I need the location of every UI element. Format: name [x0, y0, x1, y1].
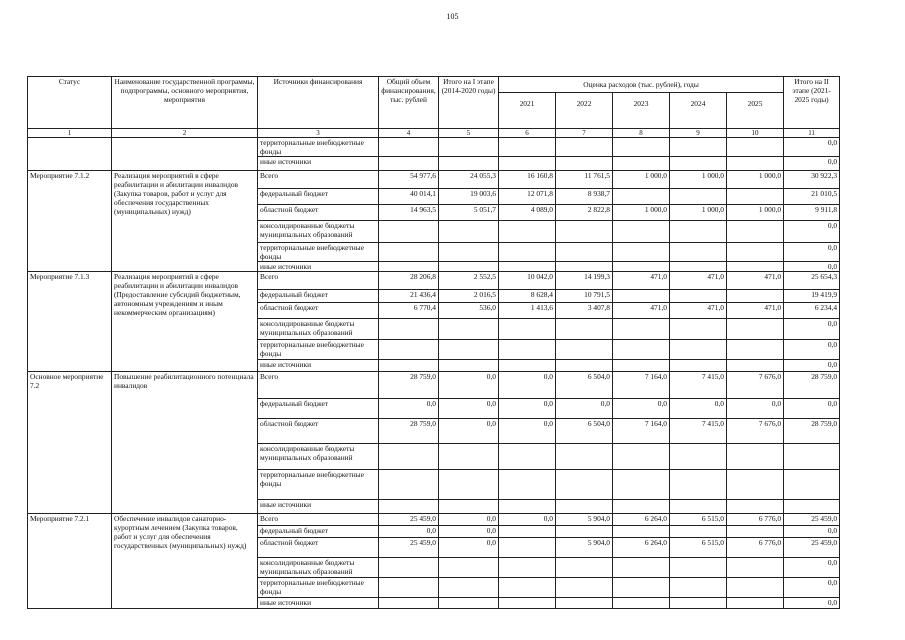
y2022-cell: [556, 500, 613, 514]
y2022-cell: [556, 598, 613, 609]
y2022-cell: 6 504,0: [556, 372, 613, 399]
y2022-cell: [556, 578, 613, 598]
y2024-cell: [670, 526, 727, 538]
y2021-cell: 10 042,0: [499, 272, 556, 290]
stage1-cell: 2 552,5: [439, 272, 499, 290]
status-cell: Мероприятие 7.1.3: [28, 272, 112, 372]
y2025-cell: 6 776,0: [727, 538, 784, 558]
y2021-cell: 1 413,6: [499, 303, 556, 319]
source-cell: федеральный бюджет: [258, 399, 379, 419]
header-total: Общий объем финансирования, тыс. рублей: [379, 77, 439, 129]
y2025-cell: [727, 340, 784, 360]
stage2-cell: 0,0: [784, 340, 840, 360]
y2023-cell: [613, 360, 670, 372]
column-index: 8: [613, 129, 670, 138]
y2025-cell: [727, 500, 784, 514]
y2024-cell: [670, 470, 727, 500]
y2021-cell: [499, 470, 556, 500]
total-cell: 0,0: [379, 526, 439, 538]
total-cell: 25 459,0: [379, 514, 439, 526]
source-cell: областной бюджет: [258, 538, 379, 558]
y2024-cell: [670, 243, 727, 262]
source-cell: территориальные внебюджетные фонды: [258, 578, 379, 598]
y2023-cell: [613, 189, 670, 205]
stage1-cell: [439, 340, 499, 360]
column-index: 3: [258, 129, 379, 138]
stage1-cell: [439, 558, 499, 578]
stage1-cell: [439, 470, 499, 500]
total-cell: [379, 500, 439, 514]
source-cell: Всего: [258, 514, 379, 526]
y2022-cell: [556, 470, 613, 500]
y2024-cell: [670, 262, 727, 272]
table-row: [28, 272, 840, 290]
y2025-cell: [727, 526, 784, 538]
stage1-cell: [439, 444, 499, 470]
y2023-cell: [613, 598, 670, 609]
header-year-2023: 2023: [613, 93, 670, 129]
y2023-cell: 1 000,0: [613, 171, 670, 189]
y2025-cell: 7 676,0: [727, 372, 784, 399]
source-cell: федеральный бюджет: [258, 526, 379, 538]
column-index: 4: [379, 129, 439, 138]
column-index-row: [28, 129, 840, 138]
y2023-cell: 1 000,0: [613, 205, 670, 221]
stage2-cell: 28 759,0: [784, 419, 840, 444]
total-cell: [379, 578, 439, 598]
stage1-cell: 0,0: [439, 514, 499, 526]
status-cell: [28, 138, 112, 171]
y2024-cell: [670, 340, 727, 360]
stage2-cell: 0,0: [784, 157, 840, 171]
status-cell: Мероприятие 7.2.1: [28, 514, 112, 609]
y2024-cell: [670, 290, 727, 303]
stage1-cell: 0,0: [439, 538, 499, 558]
header-source: Источники финансирования: [258, 77, 379, 129]
y2024-cell: 7 415,0: [670, 372, 727, 399]
source-cell: Всего: [258, 272, 379, 290]
y2022-cell: [556, 243, 613, 262]
y2021-cell: 0,0: [499, 514, 556, 526]
stage2-cell: 0,0: [784, 558, 840, 578]
y2023-cell: [613, 578, 670, 598]
y2025-cell: [727, 290, 784, 303]
source-cell: консолидированные бюджеты муниципальных образований: [258, 558, 379, 578]
stage2-cell: 0,0: [784, 221, 840, 243]
y2021-cell: [499, 538, 556, 558]
y2025-cell: [727, 470, 784, 500]
y2025-cell: [727, 598, 784, 609]
y2021-cell: [499, 221, 556, 243]
total-cell: 28 206,8: [379, 272, 439, 290]
y2022-cell: 11 761,5: [556, 171, 613, 189]
y2022-cell: [556, 340, 613, 360]
y2025-cell: [727, 578, 784, 598]
y2024-cell: [670, 500, 727, 514]
stage1-cell: [439, 500, 499, 514]
stage2-cell: 0,0: [784, 138, 840, 157]
y2025-cell: [727, 221, 784, 243]
header-year-2024: 2024: [670, 93, 727, 129]
total-cell: 40 014,1: [379, 189, 439, 205]
y2025-cell: [727, 360, 784, 372]
status-cell: Основное мероприятие 7.2: [28, 372, 112, 514]
y2021-cell: [499, 526, 556, 538]
y2021-cell: [499, 598, 556, 609]
y2024-cell: [670, 578, 727, 598]
y2023-cell: [613, 319, 670, 340]
y2025-cell: 471,0: [727, 303, 784, 319]
y2022-cell: [556, 221, 613, 243]
y2021-cell: [499, 500, 556, 514]
name-cell: Реализация мероприятий в сфере реабилитации и абилитации инвалидов (Предоставление субсидий бюджетным, автономным учреждениям и иным некоммерческим организациям): [112, 272, 258, 372]
stage2-cell: 0,0: [784, 598, 840, 609]
stage2-cell: 0,0: [784, 526, 840, 538]
header-estimate: Оценка расходов (тыс. рублей), годы: [499, 77, 784, 93]
header-year-2021: 2021: [499, 93, 556, 129]
header-stage2: Итого на II этапе (2021-2025 годы): [784, 77, 840, 129]
y2025-cell: [727, 243, 784, 262]
y2022-cell: 6 504,0: [556, 419, 613, 444]
y2025-cell: 7 676,0: [727, 419, 784, 444]
status-cell: Мероприятие 7.1.2: [28, 171, 112, 272]
y2023-cell: [613, 526, 670, 538]
y2022-cell: 2 822,8: [556, 205, 613, 221]
y2023-cell: 471,0: [613, 272, 670, 290]
name-cell: Реализация мероприятий в сфере реабилитации и абилитации инвалидов (Закупка товаров, работ и услуг для обеспечения государственных (муниципальных) нужд): [112, 171, 258, 272]
y2021-cell: 0,0: [499, 372, 556, 399]
y2022-cell: 10 791,5: [556, 290, 613, 303]
stage2-cell: 0,0: [784, 578, 840, 598]
stage1-cell: 0,0: [439, 399, 499, 419]
total-cell: [379, 319, 439, 340]
y2024-cell: 6 515,0: [670, 514, 727, 526]
stage2-cell: [784, 444, 840, 470]
y2024-cell: 471,0: [670, 303, 727, 319]
header-stage1: Итого на I этапе (2014-2020 годы): [439, 77, 499, 129]
column-index: 10: [727, 129, 784, 138]
column-index: 7: [556, 129, 613, 138]
y2022-cell: [556, 360, 613, 372]
y2025-cell: 471,0: [727, 272, 784, 290]
y2025-cell: 1 000,0: [727, 171, 784, 189]
source-cell: территориальные внебюджетные фонды: [258, 243, 379, 262]
column-index: 11: [784, 129, 840, 138]
source-cell: Всего: [258, 171, 379, 189]
y2021-cell: [499, 558, 556, 578]
y2021-cell: [499, 444, 556, 470]
y2021-cell: [499, 340, 556, 360]
table-row: [28, 514, 840, 526]
y2023-cell: [613, 340, 670, 360]
stage2-cell: 25 654,3: [784, 272, 840, 290]
total-cell: 28 759,0: [379, 372, 439, 399]
source-cell: иные источники: [258, 262, 379, 272]
y2025-cell: 6 776,0: [727, 514, 784, 526]
y2024-cell: 7 415,0: [670, 419, 727, 444]
source-cell: иные источники: [258, 157, 379, 171]
header-status: Статус: [28, 77, 112, 129]
stage1-cell: 19 003,6: [439, 189, 499, 205]
header-name: Наименование государственной программы, подпрограммы, основного мероприятия, мероприятия: [112, 77, 258, 129]
source-cell: областной бюджет: [258, 303, 379, 319]
y2021-cell: 16 160,8: [499, 171, 556, 189]
stage2-cell: 0,0: [784, 399, 840, 419]
y2023-cell: 6 264,0: [613, 538, 670, 558]
budget-table: [27, 76, 840, 609]
stage2-cell: 9 911,8: [784, 205, 840, 221]
y2023-cell: [613, 500, 670, 514]
y2024-cell: 471,0: [670, 272, 727, 290]
stage1-cell: 24 055,3: [439, 171, 499, 189]
stage2-cell: 19 419,9: [784, 290, 840, 303]
y2021-cell: [499, 319, 556, 340]
source-cell: Всего: [258, 372, 379, 399]
y2025-cell: [727, 319, 784, 340]
y2022-cell: 8 938,7: [556, 189, 613, 205]
y2024-cell: [670, 558, 727, 578]
source-cell: территориальные внебюджетные фонды: [258, 470, 379, 500]
stage1-cell: [439, 578, 499, 598]
y2022-cell: [556, 444, 613, 470]
source-cell: федеральный бюджет: [258, 290, 379, 303]
y2024-cell: [670, 360, 727, 372]
y2022-cell: 5 904,0: [556, 538, 613, 558]
y2023-cell: [613, 444, 670, 470]
source-cell: иные источники: [258, 500, 379, 514]
y2025-cell: [727, 262, 784, 272]
stage2-cell: 28 759,0: [784, 372, 840, 399]
total-cell: 21 436,4: [379, 290, 439, 303]
source-cell: консолидированные бюджеты муниципальных образований: [258, 319, 379, 340]
y2022-cell: 5 904,0: [556, 514, 613, 526]
stage2-cell: 0,0: [784, 262, 840, 272]
source-cell: консолидированные бюджеты муниципальных образований: [258, 221, 379, 243]
column-index: 5: [439, 129, 499, 138]
y2021-cell: [499, 360, 556, 372]
source-cell: территориальные внебюджетные фонды: [258, 340, 379, 360]
stage1-cell: 0,0: [439, 419, 499, 444]
column-index: 9: [670, 129, 727, 138]
source-cell: иные источники: [258, 598, 379, 609]
column-index: 2: [112, 129, 258, 138]
y2021-cell: 0,0: [499, 399, 556, 419]
total-cell: [379, 598, 439, 609]
column-index: 1: [28, 129, 112, 138]
table-row: [28, 372, 840, 399]
source-cell: областной бюджет: [258, 205, 379, 221]
total-cell: [379, 243, 439, 262]
source-cell: областной бюджет: [258, 419, 379, 444]
total-cell: [379, 360, 439, 372]
y2023-cell: 7 164,0: [613, 372, 670, 399]
y2024-cell: 6 515,0: [670, 538, 727, 558]
total-cell: [379, 470, 439, 500]
y2021-cell: 0,0: [499, 419, 556, 444]
stage2-cell: 21 010,5: [784, 189, 840, 205]
y2025-cell: [727, 444, 784, 470]
y2024-cell: [670, 189, 727, 205]
y2024-cell: 1 000,0: [670, 171, 727, 189]
stage2-cell: 25 459,0: [784, 538, 840, 558]
total-cell: 0,0: [379, 399, 439, 419]
total-cell: [379, 444, 439, 470]
source-cell: консолидированные бюджеты муниципальных образований: [258, 444, 379, 470]
name-cell: Повышение реабилитационного потенциала инвалидов: [112, 372, 258, 514]
stage1-cell: [439, 262, 499, 272]
header-year-2025: 2025: [727, 93, 784, 129]
source-cell: территориальные внебюджетные фонды: [258, 138, 379, 157]
stage2-cell: [784, 500, 840, 514]
y2024-cell: 0,0: [670, 399, 727, 419]
y2021-cell: 12 071,8: [499, 189, 556, 205]
stage2-cell: 0,0: [784, 319, 840, 340]
stage2-cell: 0,0: [784, 360, 840, 372]
stage1-cell: 0,0: [439, 372, 499, 399]
y2023-cell: [613, 221, 670, 243]
y2023-cell: 0,0: [613, 399, 670, 419]
y2023-cell: [613, 262, 670, 272]
y2023-cell: [613, 290, 670, 303]
stage2-cell: 0,0: [784, 243, 840, 262]
name-cell: [112, 138, 258, 171]
y2025-cell: [727, 558, 784, 578]
y2021-cell: 8 628,4: [499, 290, 556, 303]
page-number: 105: [446, 12, 459, 21]
total-cell: [379, 262, 439, 272]
y2024-cell: 1 000,0: [670, 205, 727, 221]
y2022-cell: 0,0: [556, 399, 613, 419]
y2025-cell: 1 000,0: [727, 205, 784, 221]
stage1-cell: 5 051,7: [439, 205, 499, 221]
total-cell: 14 963,5: [379, 205, 439, 221]
header-year-2022: 2022: [556, 93, 613, 129]
y2023-cell: [613, 558, 670, 578]
y2023-cell: 471,0: [613, 303, 670, 319]
y2025-cell: 0,0: [727, 399, 784, 419]
column-index: 6: [499, 129, 556, 138]
table-row: [28, 171, 840, 189]
stage2-cell: [784, 470, 840, 500]
y2023-cell: 6 264,0: [613, 514, 670, 526]
total-cell: [379, 558, 439, 578]
y2021-cell: [499, 578, 556, 598]
y2024-cell: [670, 319, 727, 340]
y2022-cell: [556, 558, 613, 578]
name-cell: Обеспечение инвалидов санаторно-курортным лечением (Закупка товаров, работ и услуг для обеспечения государственных (муниципальных) нужд): [112, 514, 258, 609]
source-cell: федеральный бюджет: [258, 189, 379, 205]
total-cell: 28 759,0: [379, 419, 439, 444]
stage2-cell: 25 459,0: [784, 514, 840, 526]
y2021-cell: 4 089,0: [499, 205, 556, 221]
stage1-cell: 536,0: [439, 303, 499, 319]
stage1-cell: [439, 221, 499, 243]
stage1-cell: [439, 243, 499, 262]
total-cell: [379, 221, 439, 243]
total-cell: 54 977,6: [379, 171, 439, 189]
y2022-cell: 3 407,8: [556, 303, 613, 319]
source-cell: иные источники: [258, 360, 379, 372]
y2024-cell: [670, 598, 727, 609]
y2022-cell: [556, 319, 613, 340]
stage1-cell: [439, 319, 499, 340]
table-body: [28, 129, 840, 609]
total-cell: 25 459,0: [379, 538, 439, 558]
y2024-cell: [670, 221, 727, 243]
stage2-cell: 6 234,4: [784, 303, 840, 319]
total-cell: 6 770,4: [379, 303, 439, 319]
y2021-cell: [499, 262, 556, 272]
stage1-cell: 0,0: [439, 526, 499, 538]
stage1-cell: [439, 598, 499, 609]
y2022-cell: [556, 526, 613, 538]
y2024-cell: [670, 444, 727, 470]
stage1-cell: [439, 360, 499, 372]
y2022-cell: [556, 262, 613, 272]
y2022-cell: 14 199,3: [556, 272, 613, 290]
stage2-cell: 30 922,3: [784, 171, 840, 189]
stage1-cell: 2 016,5: [439, 290, 499, 303]
total-cell: [379, 340, 439, 360]
y2023-cell: [613, 243, 670, 262]
y2023-cell: [613, 470, 670, 500]
y2025-cell: [727, 189, 784, 205]
y2023-cell: 7 164,0: [613, 419, 670, 444]
y2021-cell: [499, 243, 556, 262]
table-row: [28, 138, 840, 157]
